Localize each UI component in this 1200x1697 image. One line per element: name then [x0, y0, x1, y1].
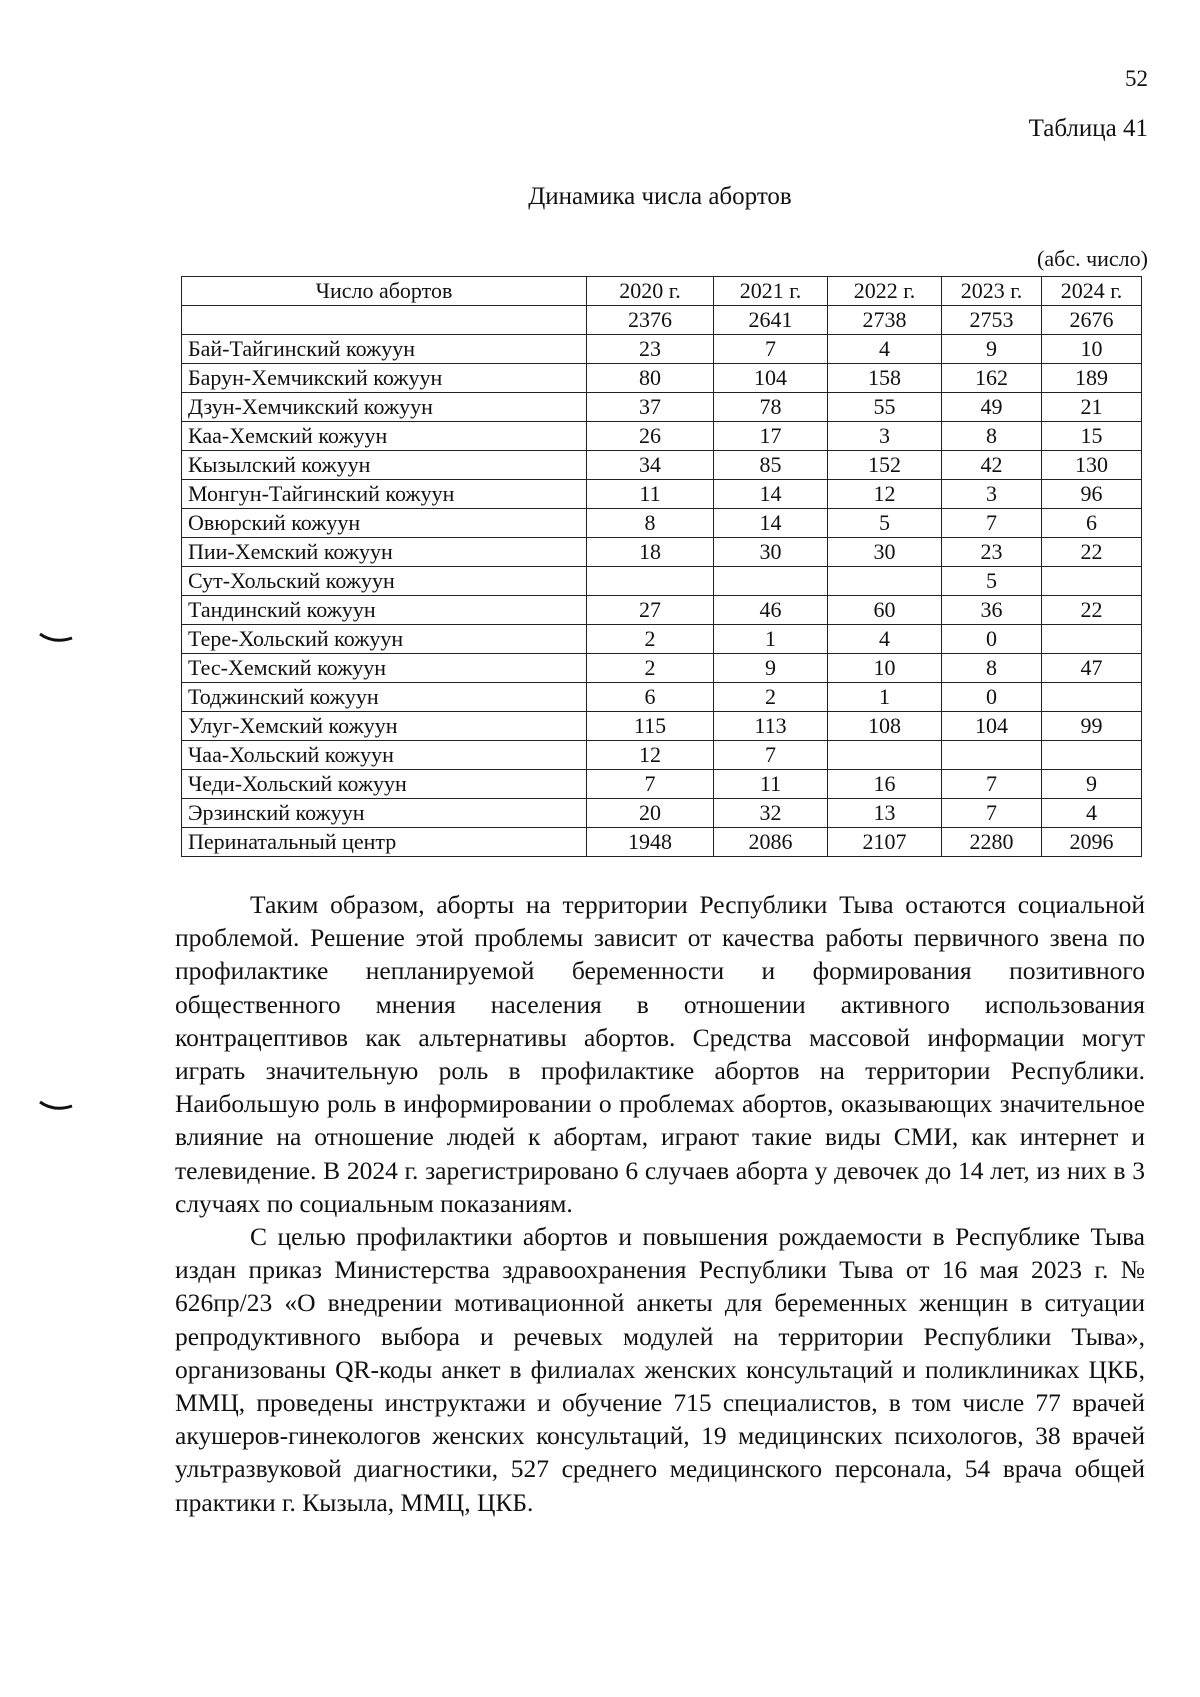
value-cell: 78	[714, 393, 828, 422]
value-cell: 42	[942, 451, 1042, 480]
value-cell: 99	[1042, 712, 1142, 741]
value-cell: 1	[714, 625, 828, 654]
region-name-cell: Тес-Хемский кожуун	[182, 654, 587, 683]
body-text	[175, 888, 1145, 1519]
region-name-cell: Бай-Тайгинский кожуун	[182, 335, 587, 364]
value-cell: 85	[714, 451, 828, 480]
unit-note: (абс. число)	[1037, 246, 1148, 271]
year-header: 2022 г.	[828, 277, 942, 306]
value-cell: 16	[828, 770, 942, 799]
value-cell: 10	[828, 654, 942, 683]
value-cell: 158	[828, 364, 942, 393]
table-row	[182, 625, 1142, 654]
value-cell: 12	[587, 741, 714, 770]
abortion-dynamics-table	[181, 276, 1142, 857]
region-name-cell: Тоджинский кожуун	[182, 683, 587, 712]
value-cell: 34	[587, 451, 714, 480]
value-cell: 152	[828, 451, 942, 480]
table-row	[182, 480, 1142, 509]
year-header: 2023 г.	[942, 277, 1042, 306]
table-body	[182, 335, 1142, 857]
value-cell	[1042, 625, 1142, 654]
value-cell: 80	[587, 364, 714, 393]
value-cell: 23	[942, 538, 1042, 567]
table-row	[182, 335, 1142, 364]
value-cell: 37	[587, 393, 714, 422]
region-name-cell: Сут-Хольский кожуун	[182, 567, 587, 596]
value-cell: 9	[714, 654, 828, 683]
value-cell: 2086	[714, 828, 828, 857]
table-row	[182, 712, 1142, 741]
value-cell: 26	[587, 422, 714, 451]
value-cell: 7	[714, 335, 828, 364]
value-cell: 0	[942, 625, 1042, 654]
value-cell: 11	[587, 480, 714, 509]
value-cell	[828, 741, 942, 770]
value-cell: 1	[828, 683, 942, 712]
value-cell: 9	[942, 335, 1042, 364]
value-cell: 11	[714, 770, 828, 799]
value-cell: 8	[587, 509, 714, 538]
value-cell: 8	[942, 654, 1042, 683]
paragraph: С целью профилактики абортов и повышения рождаемости в Республике Тыва издан приказ Министерства здравоохранения Республики Тыва от 16 мая 2023 г. № 626пр/23 «О внедрении мотивационной анкеты для беременных женщин в ситуации репродуктивного выбора и речевых модулей на территории Республики Тыва», организованы QR-коды анкет в филиалах женских консультаций и поликлиниках ЦКБ, ММЦ, проведены инструктажи и обучение 715 специалистов, в том числе 77 врачей акушеров-гинекологов женских консультаций, 19 медицинских психологов, 38 врачей ультразвуковой диагностики, 527 среднего медицинского персонала, 54 врача общей практики г. Кызыла, ММЦ, ЦКБ.	[175, 1222, 1145, 1517]
value-cell: 12	[828, 480, 942, 509]
value-cell: 8	[942, 422, 1042, 451]
value-cell: 104	[942, 712, 1042, 741]
value-cell: 2	[587, 654, 714, 683]
value-cell: 47	[1042, 654, 1142, 683]
region-name-cell: Пии-Хемский кожуун	[182, 538, 587, 567]
value-cell: 115	[587, 712, 714, 741]
scan-margin-mark	[38, 1100, 74, 1112]
header-empty-cell	[182, 306, 587, 335]
year-header: 2020 г.	[587, 277, 714, 306]
table-row	[182, 364, 1142, 393]
value-cell: 130	[1042, 451, 1142, 480]
total-cell: 2738	[828, 306, 942, 335]
table-row	[182, 509, 1142, 538]
table-row	[182, 654, 1142, 683]
region-name-cell: Чеди-Хольский кожуун	[182, 770, 587, 799]
table-row	[182, 770, 1142, 799]
value-cell: 5	[828, 509, 942, 538]
total-cell: 2676	[1042, 306, 1142, 335]
value-cell: 3	[942, 480, 1042, 509]
year-header: 2024 г.	[1042, 277, 1142, 306]
value-cell	[714, 567, 828, 596]
table-row	[182, 683, 1142, 712]
region-name-cell: Тандинский кожуун	[182, 596, 587, 625]
value-cell: 162	[942, 364, 1042, 393]
table-row	[182, 538, 1142, 567]
table-row	[182, 451, 1142, 480]
region-name-cell: Перинатальный центр	[182, 828, 587, 857]
table-row	[182, 393, 1142, 422]
value-cell: 55	[828, 393, 942, 422]
region-name-cell: Дзун-Хемчикский кожуун	[182, 393, 587, 422]
value-cell	[587, 567, 714, 596]
table-row	[182, 596, 1142, 625]
value-cell: 7	[942, 509, 1042, 538]
value-cell: 22	[1042, 596, 1142, 625]
value-cell: 113	[714, 712, 828, 741]
value-cell: 27	[587, 596, 714, 625]
total-cell: 2641	[714, 306, 828, 335]
table-row	[182, 422, 1142, 451]
region-name-cell: Эрзинский кожуун	[182, 799, 587, 828]
value-cell: 7	[714, 741, 828, 770]
value-cell: 15	[1042, 422, 1142, 451]
value-cell: 32	[714, 799, 828, 828]
value-cell: 108	[828, 712, 942, 741]
value-cell: 14	[714, 509, 828, 538]
value-cell	[1042, 567, 1142, 596]
value-cell: 14	[714, 480, 828, 509]
value-cell: 18	[587, 538, 714, 567]
value-cell	[942, 741, 1042, 770]
value-cell: 2	[587, 625, 714, 654]
table-label: Таблица 41	[1028, 115, 1148, 142]
value-cell: 0	[942, 683, 1042, 712]
table-row	[182, 799, 1142, 828]
value-cell: 1948	[587, 828, 714, 857]
region-name-cell: Улуг-Хемский кожуун	[182, 712, 587, 741]
value-cell: 4	[828, 625, 942, 654]
value-cell: 21	[1042, 393, 1142, 422]
value-cell: 104	[714, 364, 828, 393]
value-cell: 30	[714, 538, 828, 567]
value-cell	[1042, 741, 1142, 770]
value-cell: 2280	[942, 828, 1042, 857]
value-cell: 2	[714, 683, 828, 712]
region-name-cell: Каа-Хемский кожуун	[182, 422, 587, 451]
paragraph: Таким образом, аборты на территории Республики Тыва остаются социальной проблемой. Решение этой проблемы зависит от качества работы первичного звена по профилактике непланируемой беременности и формирования позитивного общественного мнения населения в отношении активного использования контрацептивов как альтернативы абортов. Средства массовой информации могут играть значительную роль в профилактике абортов на территории Республики. Наибольшую роль в информировании о проблемах абортов, оказывающих значительное влияние на отношение людей к абортам, играют такие виды СМИ, как интернет и телевидение. В 2024 г. зарегистрировано 6 случаев аборта у девочек до 14 лет, из них в 3 случаях по социальным показаниям.	[175, 890, 1145, 1218]
total-cell: 2376	[587, 306, 714, 335]
table-row	[182, 741, 1142, 770]
value-cell: 46	[714, 596, 828, 625]
value-cell: 10	[1042, 335, 1142, 364]
value-cell: 30	[828, 538, 942, 567]
value-cell: 13	[828, 799, 942, 828]
value-cell: 49	[942, 393, 1042, 422]
value-cell: 5	[942, 567, 1042, 596]
value-cell: 36	[942, 596, 1042, 625]
value-cell: 7	[587, 770, 714, 799]
value-cell: 22	[1042, 538, 1142, 567]
value-cell: 3	[828, 422, 942, 451]
region-name-cell: Кызылский кожуун	[182, 451, 587, 480]
region-name-cell: Барун-Хемчикский кожуун	[182, 364, 587, 393]
value-cell: 6	[1042, 509, 1142, 538]
scan-margin-mark	[38, 632, 74, 644]
value-cell: 189	[1042, 364, 1142, 393]
value-cell: 6	[587, 683, 714, 712]
total-cell: 2753	[942, 306, 1042, 335]
region-name-cell: Чаа-Хольский кожуун	[182, 741, 587, 770]
value-cell: 7	[942, 770, 1042, 799]
value-cell: 4	[1042, 799, 1142, 828]
value-cell: 4	[828, 335, 942, 364]
value-cell: 20	[587, 799, 714, 828]
value-cell: 7	[942, 799, 1042, 828]
value-cell: 2107	[828, 828, 942, 857]
table-row	[182, 567, 1142, 596]
year-header: 2021 г.	[714, 277, 828, 306]
header-row-years	[182, 277, 1142, 306]
page-number: 52	[1125, 66, 1148, 91]
region-name-cell: Тере-Хольский кожуун	[182, 625, 587, 654]
value-cell: 9	[1042, 770, 1142, 799]
table-row	[182, 828, 1142, 857]
value-cell: 17	[714, 422, 828, 451]
value-cell: 60	[828, 596, 942, 625]
value-cell	[1042, 683, 1142, 712]
table-title: Динамика числа абортов	[528, 183, 792, 210]
region-name-cell: Монгун-Тайгинский кожуун	[182, 480, 587, 509]
header-row-totals	[182, 306, 1142, 335]
header-label-cell: Число абортов	[182, 277, 587, 306]
region-name-cell: Овюрский кожуун	[182, 509, 587, 538]
value-cell: 2096	[1042, 828, 1142, 857]
value-cell	[828, 567, 942, 596]
value-cell: 96	[1042, 480, 1142, 509]
value-cell: 23	[587, 335, 714, 364]
